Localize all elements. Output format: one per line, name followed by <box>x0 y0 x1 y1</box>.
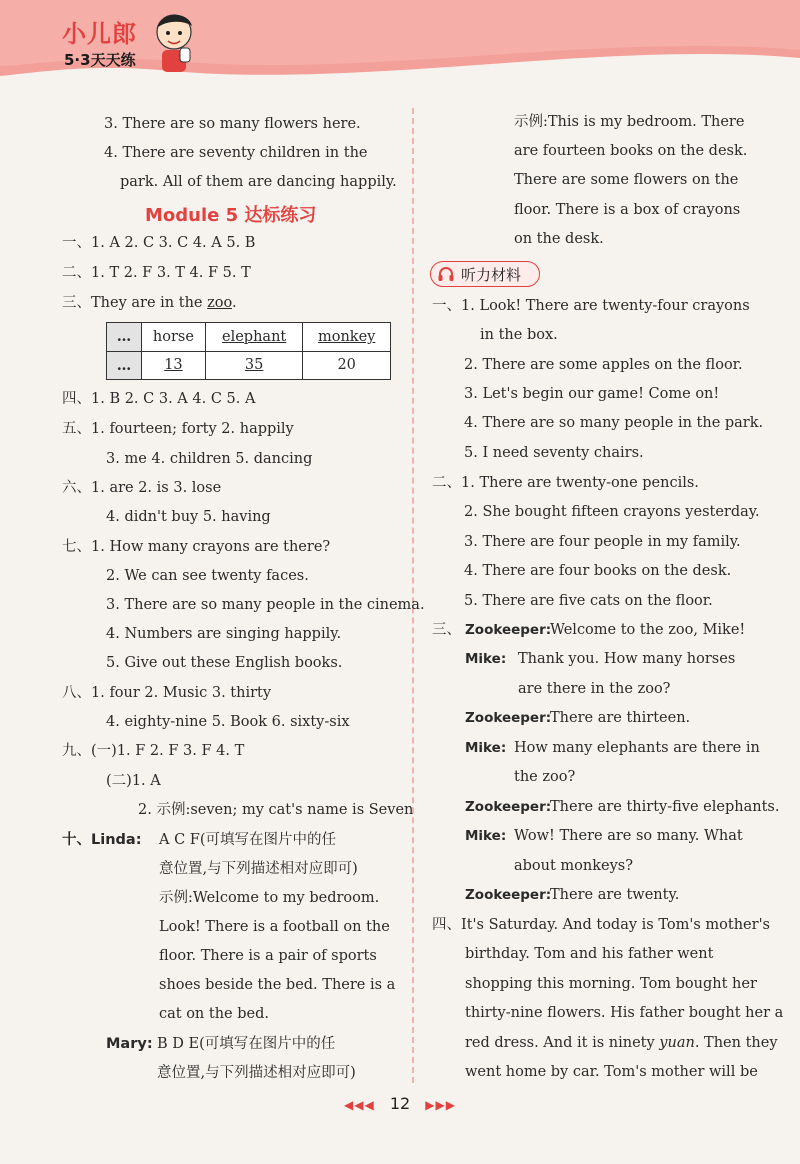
right-arrows-icon: ▶▶▶ <box>425 1098 456 1112</box>
speaker-zookeeper: Zookeeper: <box>465 622 552 638</box>
table-cell: elephant <box>205 323 303 352</box>
table-cell: … <box>107 351 142 380</box>
answer-line: 示例:Welcome to my bedroom. <box>159 890 380 906</box>
speaker-mike: Mike: <box>465 651 507 667</box>
script-line: 一、1. Look! There are twenty-four crayons <box>432 298 750 314</box>
answer-table <box>106 322 391 380</box>
mascot-icon <box>150 10 198 76</box>
passage-line: went home by car. Tom's mother will be <box>465 1064 758 1080</box>
script-line: 5. There are five cats on the floor. <box>464 593 713 609</box>
listening-badge <box>430 261 540 287</box>
answer-line: 意位置,与下列描述相对应即可) <box>157 1065 356 1081</box>
section-3: 三、They are in the zoo. <box>62 295 237 311</box>
table-row <box>107 323 391 352</box>
listening-label: 听力材料 <box>461 266 522 284</box>
passage-line: 四、It's Saturday. And today is Tom's mother's <box>432 917 770 933</box>
script-line: 4. There are so many people in the park. <box>464 415 764 431</box>
section-2: 二、1. T 2. F 3. T 4. F 5. T <box>62 265 251 281</box>
brand-logo: 小儿郎 <box>62 20 137 48</box>
section-9: (二)1. A <box>106 773 161 789</box>
passage-line: red dress. And it is ninety yuan. Then they <box>465 1035 778 1051</box>
answer-line: There are some flowers on the <box>514 172 739 188</box>
answer-line: floor. There is a box of crayons <box>514 202 741 218</box>
dialogue-line: Welcome to the zoo, Mike! <box>550 622 746 638</box>
section-1: 一、1. A 2. C 3. C 4. A 5. B <box>62 235 256 251</box>
answer-line: A C F(可填写在图片中的任 <box>159 832 337 848</box>
section-4: 四、1. B 2. C 3. A 4. C 5. A <box>62 391 256 407</box>
passage-line: thirty-nine flowers. His father bought her a <box>465 1005 784 1021</box>
answer-line: are fourteen books on the desk. <box>514 143 748 159</box>
section-6: 4. didn't buy 5. having <box>106 509 271 525</box>
dialogue-line: about monkeys? <box>514 858 634 874</box>
answer-line: shoes beside the bed. There is a <box>159 977 396 993</box>
answer-line: B D E(可填写在图片中的任 <box>157 1036 336 1052</box>
script-line: 2. She bought fifteen crayons yesterday. <box>464 504 760 520</box>
module-title: Module 5 达标练习 <box>145 205 317 226</box>
section-prefix: 三、 <box>432 622 461 638</box>
dialogue-line: are there in the zoo? <box>518 681 671 697</box>
passage-line: shopping this morning. Tom bought her <box>465 976 757 992</box>
page-footer <box>0 1094 800 1113</box>
section-7: 3. There are so many people in the cinema. <box>106 597 425 613</box>
section-5: 3. me 4. children 5. dancing <box>106 451 313 467</box>
headphones-icon <box>437 265 455 283</box>
section-9: 2. 示例:seven; my cat's name is Seven <box>138 802 414 818</box>
section-6: 六、1. are 2. is 3. lose <box>62 480 222 496</box>
table-cell: horse <box>142 323 206 352</box>
page-number: 12 <box>389 1094 411 1113</box>
section-5: 五、1. fourteen; forty 2. happily <box>62 421 294 437</box>
table-cell: monkey <box>303 323 391 352</box>
script-line: in the box. <box>480 327 558 343</box>
dialogue-line: How many elephants are there in <box>514 740 760 756</box>
series-name: 5·3天天练 <box>64 51 136 69</box>
table-cell: 20 <box>303 351 391 380</box>
speaker-mike: Mike: <box>465 740 507 756</box>
answer-line: 意位置,与下列描述相对应即可) <box>159 861 358 877</box>
speaker-zookeeper: Zookeeper: <box>465 887 552 903</box>
table-cell: 13 <box>142 351 206 380</box>
section-8: 八、1. four 2. Music 3. thirty <box>62 685 272 701</box>
script-line: 2. There are some apples on the floor. <box>464 357 743 373</box>
answer-line: floor. There is a pair of sports <box>159 948 377 964</box>
section-7: 5. Give out these English books. <box>106 655 343 671</box>
section-7: 七、1. How many crayons are there? <box>62 539 331 555</box>
section-7: 4. Numbers are singing happily. <box>106 626 342 642</box>
section-8: 4. eighty-nine 5. Book 6. sixty-six <box>106 714 350 730</box>
speaker-mary: Mary: <box>106 1036 153 1052</box>
answer-line: park. All of them are dancing happily. <box>120 174 397 190</box>
speaker-mike: Mike: <box>465 828 507 844</box>
dialogue-line: Wow! There are so many. What <box>514 828 743 844</box>
dialogue-line: There are twenty. <box>550 887 680 903</box>
script-line: 4. There are four books on the desk. <box>464 563 732 579</box>
dialogue-line: Thank you. How many horses <box>518 651 736 667</box>
left-arrows-icon: ◀◀◀ <box>344 1098 375 1112</box>
dialogue-line: There are thirteen. <box>550 710 691 726</box>
answer-line: 示例:This is my bedroom. There <box>514 114 745 130</box>
speaker-linda: 十、Linda: <box>62 832 142 848</box>
table-row <box>107 351 391 380</box>
table-cell: … <box>107 323 142 352</box>
table-cell: 35 <box>205 351 303 380</box>
speaker-zookeeper: Zookeeper: <box>465 710 552 726</box>
answer-line: cat on the bed. <box>159 1006 269 1022</box>
answer-line: Look! There is a football on the <box>159 919 390 935</box>
script-line: 5. I need seventy chairs. <box>464 445 644 461</box>
answer-line: 4. There are seventy children in the <box>104 145 368 161</box>
script-line: 3. Let's begin our game! Come on! <box>464 386 720 402</box>
passage-line: birthday. Tom and his father went <box>465 946 714 962</box>
answer-line: 3. There are so many flowers here. <box>104 116 361 132</box>
script-line: 3. There are four people in my family. <box>464 534 741 550</box>
section-9: 九、(一)1. F 2. F 3. F 4. T <box>62 743 245 759</box>
answer-line: on the desk. <box>514 231 604 247</box>
section-7: 2. We can see twenty faces. <box>106 568 309 584</box>
dialogue-line: the zoo? <box>514 769 576 785</box>
script-line: 二、1. There are twenty-one pencils. <box>432 475 699 491</box>
dialogue-line: There are thirty-five elephants. <box>550 799 780 815</box>
speaker-zookeeper: Zookeeper: <box>465 799 552 815</box>
